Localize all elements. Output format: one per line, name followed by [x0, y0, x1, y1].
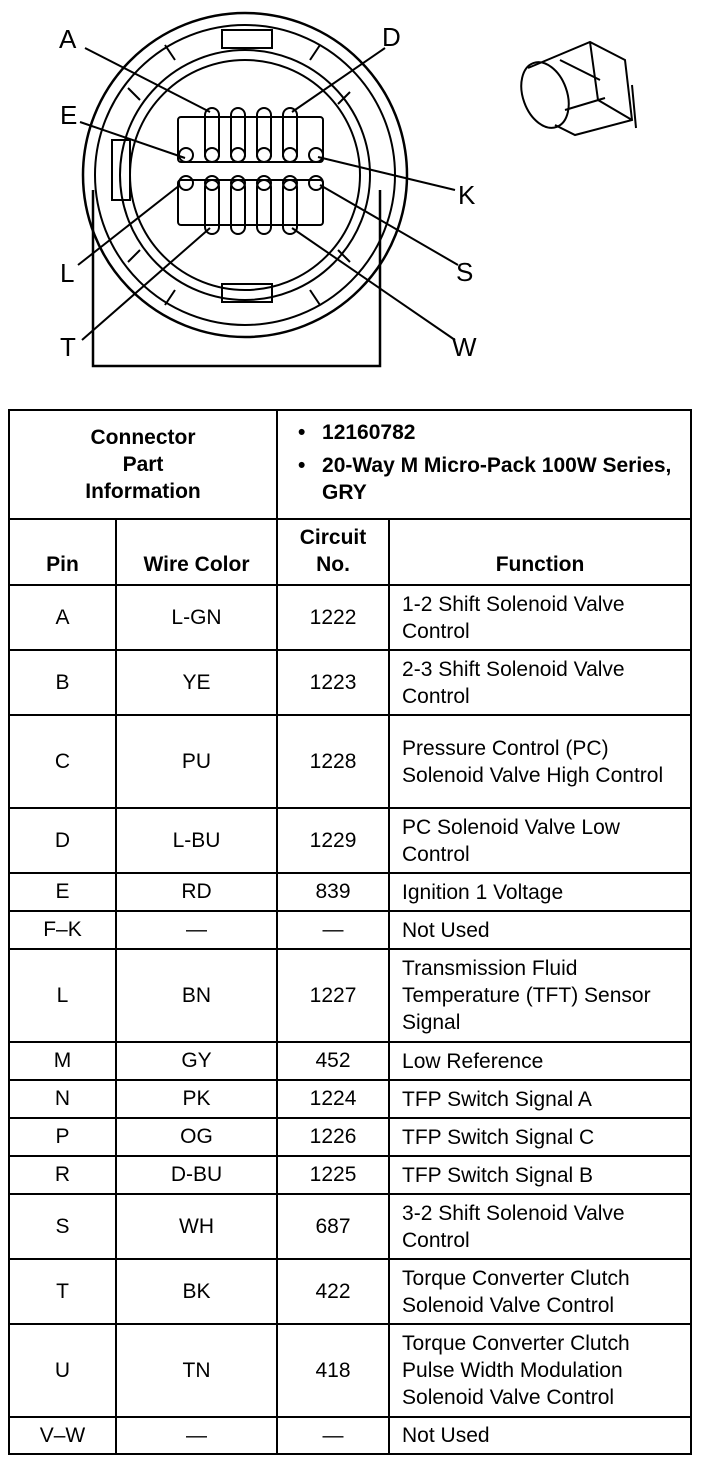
pin-cell: D: [9, 808, 116, 873]
circuit-number-cell: 1222: [277, 585, 389, 650]
col-header-wire-color: Wire Color: [116, 519, 277, 585]
circuit-number-cell: 418: [277, 1324, 389, 1417]
pin-label-s: S: [456, 257, 474, 287]
pin-cell: R: [9, 1156, 116, 1194]
table-row: [9, 1194, 691, 1259]
lower-terminal-row: [178, 180, 323, 225]
function-cell: Low Reference: [389, 1042, 691, 1080]
table-row: [9, 715, 691, 808]
wire-color-cell: WH: [116, 1194, 277, 1259]
wire-color-cell: BN: [116, 949, 277, 1042]
function-cell: 2-3 Shift Solenoid Valve Control: [389, 650, 691, 715]
circuit-number-cell: —: [277, 911, 389, 949]
col-header-function: Function: [389, 519, 691, 585]
wire-color-cell: BK: [116, 1259, 277, 1324]
circuit-number-cell: 1225: [277, 1156, 389, 1194]
function-cell: Ignition 1 Voltage: [389, 873, 691, 911]
circuit-number-cell: 452: [277, 1042, 389, 1080]
pin-label-k: K: [458, 180, 476, 210]
pin-cell: L: [9, 949, 116, 1042]
table-row: [9, 949, 691, 1042]
column-header-row: [9, 519, 691, 585]
pin-cell: V–W: [9, 1417, 116, 1454]
circuit-number-cell: 1229: [277, 808, 389, 873]
part-number: • 12160782: [322, 419, 682, 446]
pin-cell: N: [9, 1080, 116, 1118]
circuit-number-cell: 687: [277, 1194, 389, 1259]
outer-ring: [83, 13, 407, 337]
wire-color-cell: L-GN: [116, 585, 277, 650]
connector-pinout-table: [8, 409, 692, 1455]
pin-label-a: A: [59, 24, 77, 54]
pin-cell: B: [9, 650, 116, 715]
col-header-pin: Pin: [9, 519, 116, 585]
pin-label-t: T: [60, 332, 76, 362]
table-row: [9, 808, 691, 873]
table-row: [9, 1080, 691, 1118]
pin-cell: F–K: [9, 911, 116, 949]
table-row: [9, 1042, 691, 1080]
circuit-number-cell: 839: [277, 873, 389, 911]
pin-label-l: L: [60, 258, 75, 288]
table-row: [9, 1118, 691, 1156]
function-cell: Pressure Control (PC) Solenoid Valve High Control: [389, 715, 691, 808]
pin-cell: U: [9, 1324, 116, 1417]
wire-color-cell: TN: [116, 1324, 277, 1417]
col-header-circuit: Circuit No.: [277, 519, 389, 585]
part-description: • 20-Way M Micro-Pack 100W Series, GRY: [322, 452, 682, 506]
circuit-number-cell: 1224: [277, 1080, 389, 1118]
connector-diagram: [0, 0, 704, 400]
part-info-label: Connector Part Information: [9, 410, 277, 519]
wire-color-cell: D-BU: [116, 1156, 277, 1194]
function-cell: TFP Switch Signal C: [389, 1118, 691, 1156]
upper-terminal-row: [178, 117, 323, 162]
part-info-row: [9, 410, 691, 519]
function-cell: Torque Converter Clutch Pulse Width Modulation Solenoid Valve Control: [389, 1324, 691, 1417]
circuit-number-cell: 1227: [277, 949, 389, 1042]
function-cell: 1-2 Shift Solenoid Valve Control: [389, 585, 691, 650]
circuit-number-cell: 1228: [277, 715, 389, 808]
circuit-number-cell: 1223: [277, 650, 389, 715]
table-row: [9, 1417, 691, 1454]
pinout-rows: [9, 585, 691, 1454]
table-row: [9, 911, 691, 949]
connector-perspective-view: [513, 42, 636, 135]
wire-color-cell: PU: [116, 715, 277, 808]
table-row: [9, 1324, 691, 1417]
wire-color-cell: OG: [116, 1118, 277, 1156]
wire-color-cell: YE: [116, 650, 277, 715]
function-cell: TFP Switch Signal B: [389, 1156, 691, 1194]
wire-color-cell: RD: [116, 873, 277, 911]
function-cell: Not Used: [389, 1417, 691, 1454]
wire-color-cell: GY: [116, 1042, 277, 1080]
pin-cell: E: [9, 873, 116, 911]
function-cell: Not Used: [389, 911, 691, 949]
function-cell: Transmission Fluid Temperature (TFT) Sensor Signal: [389, 949, 691, 1042]
pin-cell: P: [9, 1118, 116, 1156]
function-cell: TFP Switch Signal A: [389, 1080, 691, 1118]
pin-cell: A: [9, 585, 116, 650]
table-row: [9, 650, 691, 715]
circuit-number-cell: —: [277, 1417, 389, 1454]
part-info-details: [277, 410, 691, 519]
function-cell: Torque Converter Clutch Solenoid Valve Control: [389, 1259, 691, 1324]
function-cell: 3-2 Shift Solenoid Valve Control: [389, 1194, 691, 1259]
pin-cell: C: [9, 715, 116, 808]
table-row: [9, 1259, 691, 1324]
wire-color-cell: —: [116, 1417, 277, 1454]
pin-label-e: E: [60, 100, 78, 130]
pin-cell: T: [9, 1259, 116, 1324]
wire-color-cell: —: [116, 911, 277, 949]
pin-cell: S: [9, 1194, 116, 1259]
circuit-number-cell: 422: [277, 1259, 389, 1324]
wire-color-cell: L-BU: [116, 808, 277, 873]
table-row: [9, 873, 691, 911]
table-row: [9, 585, 691, 650]
pin-label-d: D: [382, 22, 401, 52]
circuit-number-cell: 1226: [277, 1118, 389, 1156]
function-cell: PC Solenoid Valve Low Control: [389, 808, 691, 873]
pin-label-w: W: [452, 332, 477, 362]
table-row: [9, 1156, 691, 1194]
pin-cell: M: [9, 1042, 116, 1080]
wire-color-cell: PK: [116, 1080, 277, 1118]
